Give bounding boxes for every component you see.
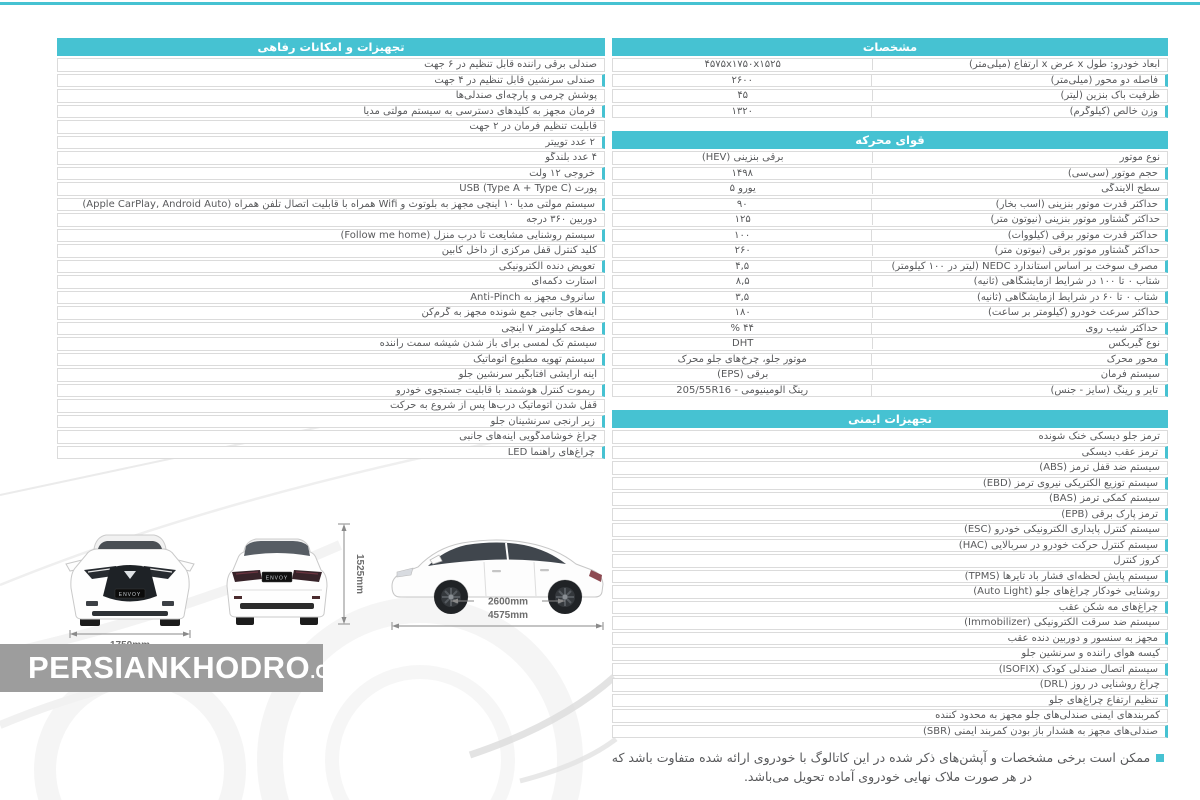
- row-label: سیستم تهویه مطبوع اتوماتیک: [473, 353, 595, 365]
- table-row: [612, 523, 1168, 537]
- row-label: سیستم توزیع الکتریکی نیروی ترمز (EBD): [982, 477, 1158, 489]
- row-label: سیستم پایش لحظه‌ای فشار باد تایرها (TPMS): [964, 570, 1158, 582]
- row-label: پورت USB (Type A + Type C): [459, 183, 597, 195]
- row-label: سیستم تک لمسی برای باز شدن شیشه سمت راننده: [379, 338, 597, 350]
- table-row: [612, 461, 1168, 475]
- table-row: [612, 89, 1168, 103]
- powertrain-table-rows: [612, 151, 1168, 397]
- table-row: [612, 430, 1168, 444]
- table-row: [57, 151, 605, 165]
- row-label: تایر و رینگ (سایز - جنس): [1050, 384, 1158, 396]
- comfort-table: [57, 38, 605, 461]
- row-label: تعویض دنده الکترونیکی: [498, 260, 595, 272]
- logo-suffix: .COM: [310, 662, 360, 683]
- row-label: صندلی برقی راننده قابل تنظیم در ۶ جهت: [424, 59, 597, 71]
- table-row: [57, 306, 605, 320]
- row-label: کلید کنترل قفل مرکزی از داخل کابین: [441, 245, 597, 257]
- table-row: [612, 74, 1168, 88]
- row-label: سیستم روشنایی مشایعت تا درب منزل (Follow me home): [340, 229, 595, 241]
- table-row: [612, 229, 1168, 243]
- table-row: [57, 213, 605, 227]
- row-label: خروجی ۱۲ ولت: [529, 167, 595, 179]
- specs-table-rows: [612, 58, 1168, 118]
- dimension-height: [336, 520, 366, 628]
- row-label: مصرف سوخت بر اساس استاندارد NEDC (لیتر در ۱۰۰ کیلومتر): [891, 260, 1158, 272]
- row-label: سیستم ضد سرقت الکترونیکی (Immobilizer): [964, 617, 1160, 629]
- row-label: ریموت کنترل هوشمند با قابلیت جستجوی خودرو: [395, 384, 595, 396]
- table-row: [612, 694, 1168, 708]
- table-row: [57, 244, 605, 258]
- table-row: [612, 446, 1168, 460]
- dimension-height-label: 1525mm: [354, 553, 365, 595]
- rear-view-image: [218, 526, 336, 626]
- row-label: قفل شدن اتوماتیک درب‌ها پس از شروع به حرکت: [390, 400, 597, 412]
- safety-table-rows: [612, 430, 1168, 738]
- table-row: [612, 213, 1168, 227]
- row-value: ۲۶۰۰: [613, 75, 872, 86]
- row-label: قابلیت تنظیم فرمان در ۲ جهت: [469, 121, 597, 133]
- table-row: [612, 647, 1168, 661]
- disclaimer-text: ممکن است برخی مشخصات و آپشن‌های ذکر شده در این کاتالوگ با خودروی ارائه شده متفاوت باشد که در هر صورت ملاک نهایی خودروی آماده تحویل می‌باشد.: [611, 750, 1151, 785]
- row-label: ۴ عدد بلندگو: [545, 152, 597, 164]
- row-value: DHT: [613, 338, 873, 349]
- rear-plate-text: ENVOY: [265, 575, 289, 582]
- row-label: سیستم فرمان: [1100, 369, 1160, 381]
- row-label: صفحه کیلومتر ۷ اینچی: [501, 322, 595, 334]
- row-value: ۹۰: [613, 199, 872, 210]
- row-label: نوع گیربکس: [1108, 338, 1160, 350]
- comfort-table-rows: [57, 58, 605, 459]
- front-plate-text: ENVOY: [118, 591, 142, 598]
- row-label: ظرفیت باک بنزین (لیتر): [1060, 90, 1160, 102]
- table-row: [612, 508, 1168, 522]
- table-row: [612, 554, 1168, 568]
- table-row: [612, 275, 1168, 289]
- row-label: استارت دکمه‌ای: [531, 276, 597, 288]
- table-row: [57, 229, 605, 243]
- logo-band: [0, 644, 360, 692]
- row-label: تنظیم ارتفاع چراغ‌های جلو: [1049, 694, 1158, 706]
- row-label: حداکثر شیب روی: [1085, 322, 1158, 334]
- row-label: فرمان مجهز به کلیدهای دسترسی به سیستم مولتی مدیا: [363, 105, 595, 117]
- row-label: ۲ عدد توییتر: [545, 136, 595, 148]
- table-row: [612, 322, 1168, 336]
- row-label: حداکثر سرعت خودرو (کیلومتر بر ساعت): [987, 307, 1160, 319]
- safety-table-header: تجهیزات ایمنی: [612, 410, 1168, 428]
- table-row: [612, 570, 1168, 584]
- row-value: برقی (EPS): [613, 369, 873, 380]
- table-row: [612, 616, 1168, 630]
- row-value: ۲۶۰: [613, 245, 873, 256]
- row-label: حداکثر گشتاور موتور بنزینی (نیوتون متر): [990, 214, 1160, 226]
- row-label: صندلی سرنشین قابل تنظیم در ۴ جهت: [434, 74, 595, 86]
- row-label: آینه آرایشی آفتابگیر سرنشین جلو: [458, 369, 597, 381]
- table-row: [57, 337, 605, 351]
- row-label: روشنایی خودکار چراغ‌های جلو (Auto Light): [973, 586, 1160, 598]
- table-row: [612, 585, 1168, 599]
- row-label: دوربین ۳۶۰ درجه: [526, 214, 597, 226]
- row-label: شتاب ۰ تا ۶۰ در شرایط آزمایشگاهی (ثانیه): [977, 291, 1158, 303]
- specs-table: [612, 38, 1168, 120]
- row-label: نوع موتور: [1119, 152, 1160, 164]
- row-label: فاصله دو محور (میلی‌متر): [1050, 74, 1158, 86]
- table-row: [57, 167, 605, 181]
- row-label: زیر آرنجی سرنشینان جلو: [490, 415, 595, 427]
- dimension-wheelbase-length: [386, 594, 612, 632]
- row-label: مجهز به سنسور و دوربین دنده عقب: [1007, 632, 1158, 644]
- row-label: ترمز پارک برقی (EPB): [1061, 508, 1158, 520]
- table-row: [57, 446, 605, 460]
- row-label: حداکثر قدرت موتور بنزینی (اسب بخار): [995, 198, 1158, 210]
- table-row: [612, 306, 1168, 320]
- table-row: [57, 353, 605, 367]
- table-row: [57, 74, 605, 88]
- table-row: [612, 368, 1168, 382]
- table-row: [612, 260, 1168, 274]
- front-view-image: [60, 516, 200, 628]
- specs-table-header: مشخصات: [612, 38, 1168, 56]
- row-value: موتور جلو، چرخ‌های جلو محرک: [613, 354, 872, 365]
- row-label: شتاب ۰ تا ۱۰۰ در شرایط آزمایشگاهی (ثانیه): [973, 276, 1160, 288]
- row-value: ۴,۵: [613, 261, 872, 272]
- table-row: [612, 353, 1168, 367]
- table-row: [612, 492, 1168, 506]
- row-label: کیسه هوای راننده و سرنشین جلو: [1021, 648, 1160, 660]
- row-label: حداکثر قدرت موتور برقی (کیلووات): [1007, 229, 1158, 241]
- table-row: [612, 151, 1168, 165]
- table-row: [57, 275, 605, 289]
- row-label: ابعاد خودرو: طول x عرض x ارتفاع (میلی‌متر): [969, 59, 1160, 71]
- row-label: چراغ‌های مه شکن عقب: [1058, 601, 1158, 613]
- top-accent-line: [0, 2, 1200, 5]
- powertrain-table-header: قوای محرکه: [612, 131, 1168, 149]
- table-row: [612, 291, 1168, 305]
- row-label: چراغ‌های راهنما LED: [507, 446, 595, 458]
- row-label: سیستم کنترل حرکت خودرو در سربالایی (HAC): [958, 539, 1158, 551]
- table-row: [612, 539, 1168, 553]
- row-label: حداکثر گشتاور موتور برقی (نیوتون متر): [994, 245, 1160, 257]
- table-row: [57, 430, 605, 444]
- row-value: ۱۴۹۸: [613, 168, 872, 179]
- row-value: 205/55R16 - رینگ آلومینیومی: [613, 385, 872, 396]
- row-label: محور محرک: [1106, 353, 1158, 365]
- row-value: برقی بنزینی (HEV): [613, 152, 873, 163]
- row-value: ۴۵۷۵x۱۷۵۰x۱۵۲۵: [613, 59, 873, 70]
- row-value: ۱۳۲۰: [613, 106, 872, 117]
- table-row: [612, 384, 1168, 398]
- table-row: [57, 399, 605, 413]
- table-row: [612, 709, 1168, 723]
- row-value: ۱۰۰: [613, 230, 872, 241]
- table-row: [57, 415, 605, 429]
- table-row: [57, 89, 605, 103]
- table-row: [57, 291, 605, 305]
- table-row: [612, 182, 1168, 196]
- row-label: سیستم اتصال صندلی کودک (ISOFIX): [998, 663, 1158, 675]
- dimension-wheelbase-label: 2600mm: [487, 596, 529, 608]
- table-row: [57, 58, 605, 72]
- table-row: [57, 136, 605, 150]
- table-row: [612, 167, 1168, 181]
- row-label: سطح آلایندگی: [1101, 183, 1160, 195]
- dimension-length-label: 4575mm: [487, 610, 529, 621]
- row-label: چراغ روشنایی در روز (DRL): [1039, 679, 1160, 691]
- row-value: ۴۵: [613, 90, 873, 101]
- table-row: [612, 601, 1168, 615]
- logo-text: PERSIANKHODRO: [28, 650, 311, 685]
- row-label: ترمز جلو دیسکی خنک شونده: [1038, 431, 1160, 443]
- table-row: [57, 120, 605, 134]
- table-row: [57, 182, 605, 196]
- table-row: [612, 632, 1168, 646]
- row-label: سیستم کنترل پایداری الکترونیکی خودرو (ESC): [963, 524, 1160, 536]
- row-label: چراغ خوشامدگویی آینه‌های جانبی: [459, 431, 597, 443]
- table-row: [612, 725, 1168, 739]
- table-row: [612, 477, 1168, 491]
- row-label: ترمز عقب دیسکی: [1081, 446, 1158, 458]
- row-label: سیستم مولتی مدیا ۱۰ اینچی مجهز به بلوتوث و Wifi همراه با قابلیت اتصال تلفن همراه (Apple CarPlay, Android Auto): [82, 198, 595, 210]
- row-label: وزن خالص (کیلوگرم): [1069, 105, 1158, 117]
- row-value: ۱۲۵: [613, 214, 873, 225]
- table-row: [612, 663, 1168, 677]
- row-label: آینه‌های جانبی جمع شونده مجهز به گرم‌کن: [421, 307, 597, 319]
- row-label: سیستم کمکی ترمز (BAS): [1049, 493, 1160, 505]
- table-row: [57, 260, 605, 274]
- row-label: پوشش چرمی و پارچه‌ای صندلی‌ها: [455, 90, 597, 102]
- row-label: کروز کنترل: [1113, 555, 1160, 567]
- row-label: سیستم ضد قفل ترمز (ABS): [1039, 462, 1160, 474]
- table-row: [57, 368, 605, 382]
- row-value: یورو ۵: [613, 183, 873, 194]
- row-label: صندلی‌های مجهز به هشدار باز بودن کمربند ایمنی (SBR): [922, 725, 1158, 737]
- table-row: [57, 105, 605, 119]
- row-label: کمربندهای ایمنی صندلی‌های جلو مجهز به محدود کننده: [935, 710, 1160, 722]
- comfort-table-header: تجهیزات و امکانات رفاهی: [57, 38, 605, 56]
- table-row: [612, 58, 1168, 72]
- table-row: [57, 198, 605, 212]
- disclaimer: [608, 748, 1168, 787]
- row-label: حجم موتور (سی‌سی): [1067, 167, 1158, 179]
- table-row: [612, 198, 1168, 212]
- table-row: [612, 337, 1168, 351]
- bullet-square-icon: [1156, 754, 1164, 762]
- safety-table: [612, 410, 1168, 740]
- row-value: ۳,۵: [613, 292, 872, 303]
- powertrain-table: [612, 131, 1168, 399]
- table-row: [612, 105, 1168, 119]
- table-row: [612, 678, 1168, 692]
- row-value: % ۴۴: [613, 323, 872, 334]
- table-row: [612, 244, 1168, 258]
- table-row: [57, 384, 605, 398]
- row-value: ۸,۵: [613, 276, 873, 287]
- row-value: ۱۸۰: [613, 307, 873, 318]
- row-label: سانروف مجهز به Anti-Pinch: [470, 291, 595, 303]
- table-row: [57, 322, 605, 336]
